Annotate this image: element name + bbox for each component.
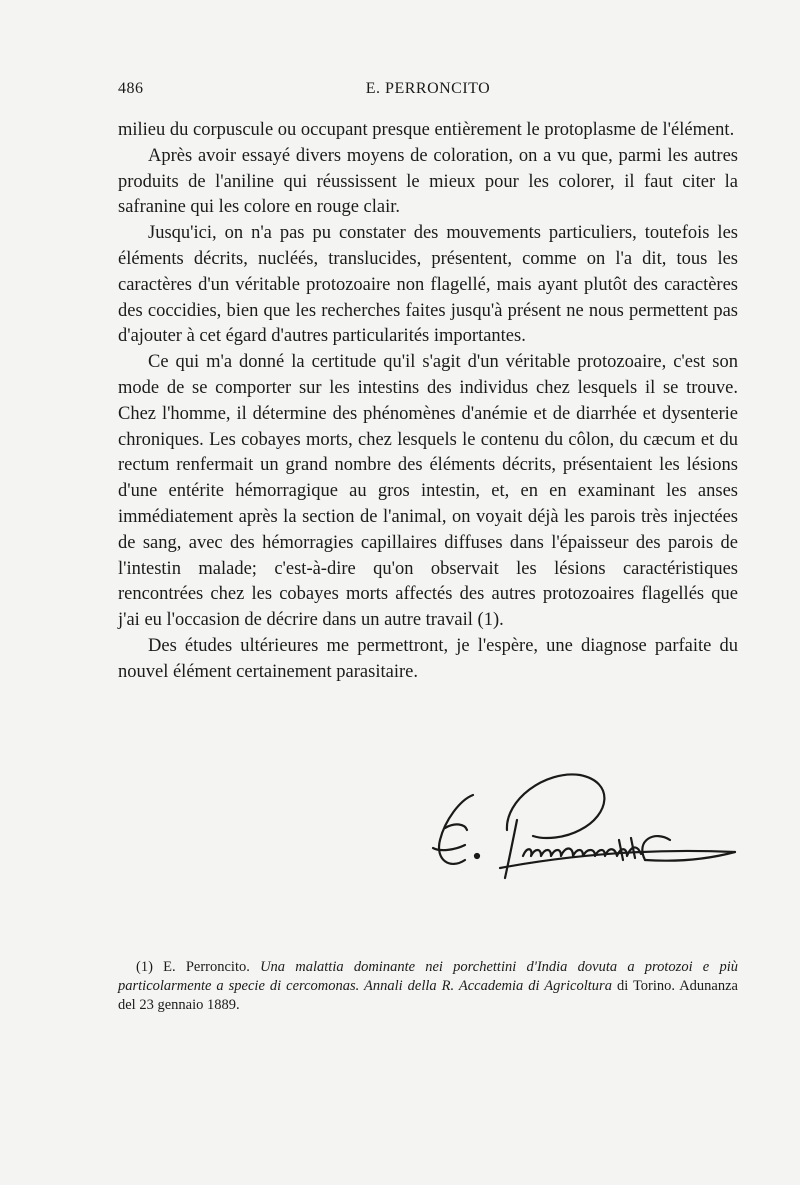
paragraph: Après avoir essayé divers moyens de coloration, on a vu que, parmi les autres produits de l'aniline qui réussissent le mieux pour les colorer, il faut citer la safranine qui les colore en rouge clair. [118,145,738,218]
footnote [118,958,738,1015]
footnote-rest: di Torino. Adunanza del 23 gennaio 1889. [118,978,738,1013]
signature-image [405,760,755,890]
footnote-title: Una malattia dominante nei porchettini d'India dovuta a protozoi e più particolarmente a specie di cercomonas. Annali della R. Accademia di Agricoltura [118,959,738,994]
footnote-marker: (1) [136,959,153,975]
body-text [118,118,738,686]
footnote-author: E. Perroncito. [152,959,261,975]
header-author: E. PERRONCITO [365,80,491,97]
footnote-entry [118,958,738,1015]
running-header [118,80,738,102]
paragraph: Ce qui m'a donné la certitude qu'il s'agit d'un véritable protozoaire, c'est son mode de se comporter sur les intestins des individus chez lesquels il se trouve. Chez l'homme, il détermine des phénomènes d'anémie et de diarrhée et dysenterie chroniques. Les cobayes morts, chez lesquels le contenu du côlon, du cæcum et du rectum renfermait un grand nombre des éléments décrits, présentaient les lésions d'une entérite hémorragique au gros intestin, et, en en examinant les anses immédiatement après la section de l'animal, on voyait déjà les parois très injectées de sang, avec des hémorragies capillaires diffuses dans l'épaisseur des parois de l'intestin malade; c'est-à-dire qu'on observait les lésions caractéristiques rencontrées chez les cobayes morts affectés des autres protozoaires flagellés que j'ai eu l'occasion de décrire dans un autre travail (1). [118,352,738,631]
paragraph: milieu du corpuscule ou occupant presque entièrement le protoplasme de l'élément. [118,120,735,140]
paragraph: Jusqu'ici, on n'a pas pu constater des mouvements particuliers, toutefois les éléments décrits, nucléés, translucides, présentent, comme on l'a dit, tous les caractères d'un véritable protozoaire non flagellé, mais ayant plutôt des caractères des coccidies, bien que les recherches faites jusqu'à présent ne nous permettent pas d'ajouter à cet égard d'autres particularités importantes. [118,223,738,347]
handwritten-signature [405,760,755,890]
paragraph: Des études ultérieures me permettront, je l'espère, une diagnose parfaite du nouvel élément certainement parasitaire. [118,635,738,682]
page-number: 486 [118,80,144,97]
